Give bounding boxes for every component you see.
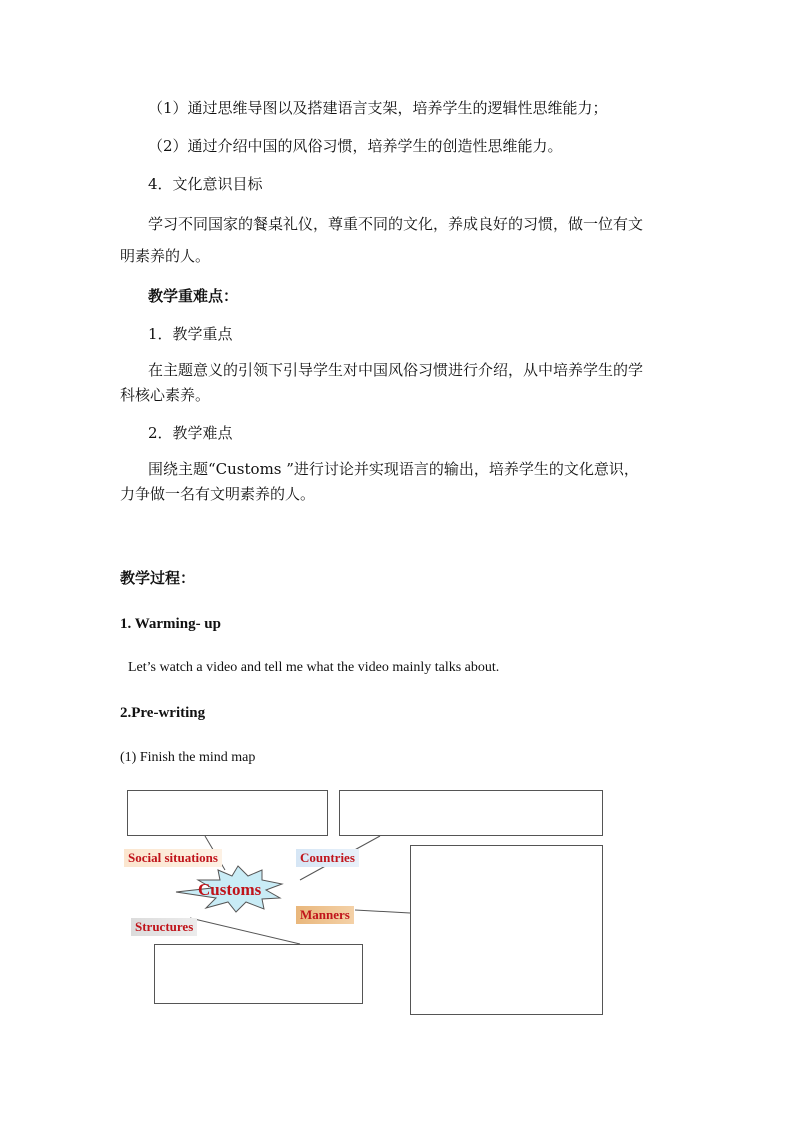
difficult-point-text-2: 力争做一名有文明素养的人。	[120, 485, 316, 503]
tag-manners: Manners	[296, 906, 354, 924]
cultural-goal-heading: 4．文化意识目标	[148, 175, 263, 193]
process-heading: 教学过程：	[120, 569, 196, 587]
customs-center-label: Customs	[198, 880, 262, 899]
key-difficult-heading: 教学重难点：	[148, 287, 239, 305]
tag-countries: Countries	[296, 849, 359, 867]
difficult-point-heading: 2．教学难点	[148, 424, 233, 442]
mind-map-instruction: (1) Finish the mind map	[120, 750, 256, 765]
tag-social-situations: Social situations	[124, 849, 222, 867]
key-point-text-2: 科核心素养。	[120, 386, 211, 404]
warming-up-heading: 1. Warming- up	[120, 616, 221, 632]
mind-map-box-top-right[interactable]	[339, 790, 603, 836]
difficult-point-text-1: 围绕主题“Customs ”进行讨论并实现语言的输出，培养学生的文化意识，	[148, 460, 639, 478]
objective-line-1: （1）通过思维导图以及搭建语言支架，培养学生的逻辑性思维能力；	[148, 99, 608, 117]
key-point-text-1: 在主题意义的引领下引导学生对中国风俗习惯进行介绍，从中培养学生的学	[148, 361, 644, 379]
cultural-goal-text-1: 学习不同国家的餐桌礼仪，尊重不同的文化，养成良好的习惯，做一位有文	[148, 215, 644, 233]
objective-line-2: （2）通过介绍中国的风俗习惯，培养学生的创造性思维能力。	[148, 137, 563, 155]
key-point-heading: 1．教学重点	[148, 325, 233, 343]
mind-map-box-top-left[interactable]	[127, 790, 328, 836]
warming-up-text: Let’s watch a video and tell me what the video mainly talks about.	[128, 660, 500, 675]
pre-writing-heading: 2.Pre-writing	[120, 705, 206, 721]
mind-map-box-bottom[interactable]	[154, 944, 363, 1004]
mind-map-box-right-tall[interactable]	[410, 845, 603, 1015]
tag-structures: Structures	[131, 918, 197, 936]
cultural-goal-text-2: 明素养的人。	[120, 247, 211, 265]
